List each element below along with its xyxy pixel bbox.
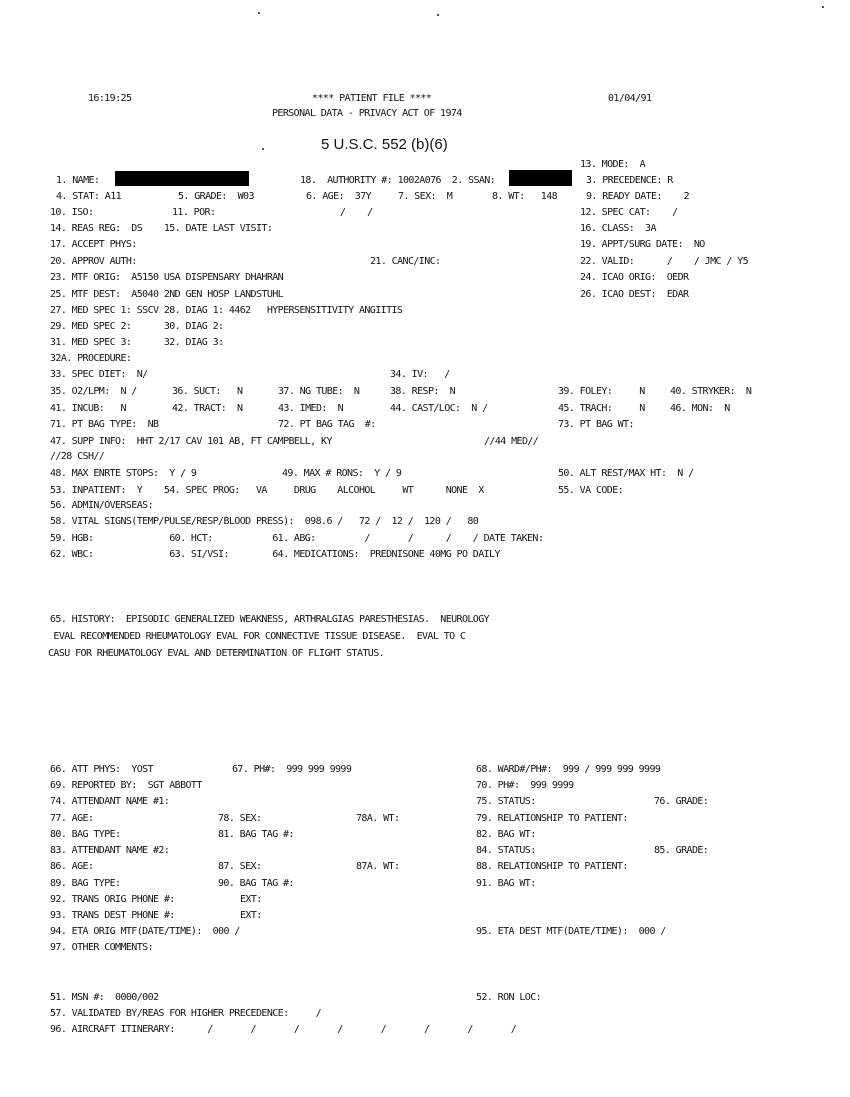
field-inpatient-spec-prog: 53. INPATIENT: Y 54. SPEC PROG: VA DRUG ALCOHOL WT NONE X bbox=[50, 485, 484, 496]
field-iso: 10. ISO: bbox=[50, 207, 94, 218]
field-ron-loc: 52. RON LOC: bbox=[476, 992, 542, 1003]
field-cast-loc: 44. CAST/LOC: N / bbox=[390, 403, 488, 414]
scan-speck bbox=[822, 6, 824, 8]
field-wt: 8. WT: 148 bbox=[492, 191, 558, 202]
field-supp-info-med: //44 MED// bbox=[484, 436, 539, 447]
field-mon: 46. MON: N bbox=[670, 403, 730, 414]
field-att1-wt: 78A. WT: bbox=[356, 813, 400, 824]
field-reported-by: 69. REPORTED BY: SGT ABBOTT bbox=[50, 780, 202, 791]
field-sex: 7. SEX: M bbox=[398, 191, 453, 202]
field-att1-status: 75. STATUS: bbox=[476, 796, 536, 807]
field-att2-status: 84. STATUS: bbox=[476, 845, 536, 856]
scan-speck bbox=[437, 14, 439, 16]
field-icao-orig: 24. ICAO ORIG: OEDR bbox=[580, 272, 689, 283]
field-ng-tube: 37. NG TUBE: N bbox=[278, 386, 360, 397]
ssan-redaction bbox=[509, 170, 572, 186]
field-o2-lpm: 35. O2/LPM: N / bbox=[50, 386, 137, 397]
field-class: 16. CLASS: 3A bbox=[580, 223, 656, 234]
field-accept-phys: 17. ACCEPT PHYS: bbox=[50, 239, 137, 250]
header-date: 01/04/91 bbox=[608, 93, 652, 104]
field-va-code: 55. VA CODE: bbox=[558, 485, 624, 496]
field-ready-date: 9. READY DATE: 2 bbox=[586, 191, 689, 202]
field-imed: 43. IMED: N bbox=[278, 403, 344, 414]
field-stryker: 40. STRYKER: N bbox=[670, 386, 752, 397]
field-history-1: 65. HISTORY: EPISODIC GENERALIZED WEAKNESS, ARTHRALGIAS PARESTHESIAS. NEUROLOGY bbox=[50, 614, 490, 625]
field-attendant-1: 74. ATTENDANT NAME #1: bbox=[50, 796, 170, 807]
field-alt-rest: 50. ALT REST/MAX HT: N / bbox=[558, 468, 694, 479]
header-subtitle: PERSONAL DATA - PRIVACY ACT OF 1974 bbox=[272, 108, 462, 119]
field-spec-diet: 33. SPEC DIET: N/ bbox=[50, 369, 148, 380]
field-attendant-2: 83. ATTENDANT NAME #2: bbox=[50, 845, 170, 856]
scan-speck bbox=[258, 12, 260, 14]
field-supp-info-csh: //28 CSH// bbox=[50, 451, 105, 462]
field-att-phys: 66. ATT PHYS: YOST bbox=[50, 764, 153, 775]
field-aircraft-itinerary: 96. AIRCRAFT ITINERARY: / / / / / / / / bbox=[50, 1024, 517, 1035]
field-other-comments: 97. OTHER COMMENTS: bbox=[50, 942, 153, 953]
field-age: 6. AGE: 37Y bbox=[306, 191, 372, 202]
field-att1-bag-tag: 81. BAG TAG #: bbox=[218, 829, 294, 840]
field-history-3: CASU FOR RHEUMATOLOGY EVAL AND DETERMINATION OF FLIGHT STATUS. bbox=[48, 648, 385, 659]
field-att2-bag-wt: 91. BAG WT: bbox=[476, 878, 536, 889]
field-wbc-medications: 62. WBC: 63. SI/VSI: 64. MEDICATIONS: PREDNISONE 40MG PO DAILY bbox=[50, 549, 500, 560]
field-med-spec-3: 31. MED SPEC 3: 32. DIAG 3: bbox=[50, 337, 224, 348]
field-ward-phone: 68. WARD#/PH#: 999 / 999 999 9999 bbox=[476, 764, 661, 775]
field-canc-inc: 21. CANC/INC: bbox=[370, 256, 441, 267]
field-att1-bag-type: 80. BAG TYPE: bbox=[50, 829, 121, 840]
field-tract: 42. TRACT: N bbox=[172, 403, 243, 414]
field-procedure: 32A. PROCEDURE: bbox=[50, 353, 132, 364]
field-att1-grade: 76. GRADE: bbox=[654, 796, 709, 807]
field-history-2: EVAL RECOMMENDED RHEUMATOLOGY EVAL FOR CONNECTIVE TISSUE DISEASE. EVAL TO C bbox=[48, 631, 466, 642]
field-trans-orig-phone: 92. TRANS ORIG PHONE #: bbox=[50, 894, 175, 905]
field-mtf-orig: 23. MTF ORIG: A5150 USA DISPENSARY DHAHRAN bbox=[50, 272, 284, 283]
field-med-spec-2: 29. MED SPEC 2: 30. DIAG 2: bbox=[50, 321, 224, 332]
field-iv: 34. IV: / bbox=[390, 369, 450, 380]
field-stat: 4. STAT: A11 bbox=[56, 191, 122, 202]
field-att2-bag-type: 89. BAG TYPE: bbox=[50, 878, 121, 889]
field-hgb-hct-abg: 59. HGB: 60. HCT: 61. ABG: / / / / DATE TAKEN: bbox=[50, 533, 544, 544]
field-por-date: / / bbox=[340, 207, 373, 218]
field-pt-bag-tag: 72. PT BAG TAG #: bbox=[278, 419, 376, 430]
field-grade: 5. GRADE: W03 bbox=[178, 191, 254, 202]
header-title: **** PATIENT FILE **** bbox=[312, 93, 432, 104]
field-icao-dest: 26. ICAO DEST: EDAR bbox=[580, 289, 689, 300]
field-trans-dest-ext: EXT: bbox=[240, 910, 262, 921]
field-appt-surg-date: 19. APPT/SURG DATE: NO bbox=[580, 239, 705, 250]
field-mode: 13. MODE: A bbox=[580, 159, 646, 170]
header-time: 16:19:25 bbox=[88, 93, 132, 104]
field-incub: 41. INCUB: N bbox=[50, 403, 126, 414]
field-suct: 36. SUCT: N bbox=[172, 386, 243, 397]
field-att1-age: 77. AGE: bbox=[50, 813, 94, 824]
field-max-rons: 49. MAX # RONS: Y / 9 bbox=[282, 468, 402, 479]
field-att2-sex: 87. SEX: bbox=[218, 861, 262, 872]
field-name: 1. NAME: bbox=[56, 175, 100, 186]
field-por: 11. POR: bbox=[172, 207, 216, 218]
field-supp-info: 47. SUPP INFO: HHT 2/17 CAV 101 AB, FT CAMPBELL, KY bbox=[50, 436, 332, 447]
field-msn: 51. MSN #: 0000/002 bbox=[50, 992, 159, 1003]
field-att2-wt: 87A. WT: bbox=[356, 861, 400, 872]
field-att1-relationship: 79. RELATIONSHIP TO PATIENT: bbox=[476, 813, 628, 824]
field-trans-dest-phone: 93. TRANS DEST PHONE #: bbox=[50, 910, 175, 921]
field-admin-overseas: 56. ADMIN/OVERSEAS: bbox=[50, 500, 153, 511]
field-resp: 38. RESP: N bbox=[390, 386, 456, 397]
field-approv-auth: 20. APPROV AUTH: bbox=[50, 256, 137, 267]
field-reporter-phone: 70. PH#: 999 9999 bbox=[476, 780, 574, 791]
field-att2-relationship: 88. RELATIONSHIP TO PATIENT: bbox=[476, 861, 628, 872]
field-validated-by: 57. VALIDATED BY/REAS FOR HIGHER PRECEDENCE: / bbox=[50, 1008, 322, 1019]
scan-speck bbox=[262, 148, 264, 150]
field-mtf-dest: 25. MTF DEST: A5040 2ND GEN HOSP LANDSTUHL bbox=[50, 289, 284, 300]
field-trach: 45. TRACH: N bbox=[558, 403, 645, 414]
field-att-phys-phone: 67. PH#: 999 999 9999 bbox=[232, 764, 352, 775]
name-redaction bbox=[115, 171, 249, 186]
field-att2-bag-tag: 90. BAG TAG #: bbox=[218, 878, 294, 889]
field-reas-reg: 14. REAS REG: DS 15. DATE LAST VISIT: bbox=[50, 223, 273, 234]
field-att1-sex: 78. SEX: bbox=[218, 813, 262, 824]
field-trans-orig-ext: EXT: bbox=[240, 894, 262, 905]
field-att2-grade: 85. GRADE: bbox=[654, 845, 709, 856]
field-precedence: 3. PRECEDENCE: R bbox=[586, 175, 673, 186]
field-eta-orig: 94. ETA ORIG MTF(DATE/TIME): 000 / bbox=[50, 926, 240, 937]
field-max-enrte-stops: 48. MAX ENRTE STOPS: Y / 9 bbox=[50, 468, 197, 479]
field-pt-bag-type: 71. PT BAG TYPE: NB bbox=[50, 419, 159, 430]
field-pt-bag-wt: 73. PT BAG WT: bbox=[558, 419, 634, 430]
field-eta-dest: 95. ETA DEST MTF(DATE/TIME): 000 / bbox=[476, 926, 666, 937]
field-spec-cat: 12. SPEC CAT: / bbox=[580, 207, 678, 218]
exemption-stamp: 5 U.S.C. 552 (b)(6) bbox=[321, 136, 448, 153]
field-att1-bag-wt: 82. BAG WT: bbox=[476, 829, 536, 840]
field-med-spec-1: 27. MED SPEC 1: SSCV 28. DIAG 1: 4462 HYPERSENSITIVITY ANGIITIS bbox=[50, 305, 403, 316]
field-valid: 22. VALID: / / JMC / Y5 bbox=[580, 256, 749, 267]
field-foley: 39. FOLEY: N bbox=[558, 386, 645, 397]
field-att2-age: 86. AGE: bbox=[50, 861, 94, 872]
field-authority-ssan: 18. AUTHORITY #: 1002A076 2. SSAN: bbox=[300, 175, 496, 186]
field-vital-signs: 58. VITAL SIGNS(TEMP/PULSE/RESP/BLOOD PRESS): 098.6 / 72 / 12 / 120 / 80 bbox=[50, 516, 479, 527]
